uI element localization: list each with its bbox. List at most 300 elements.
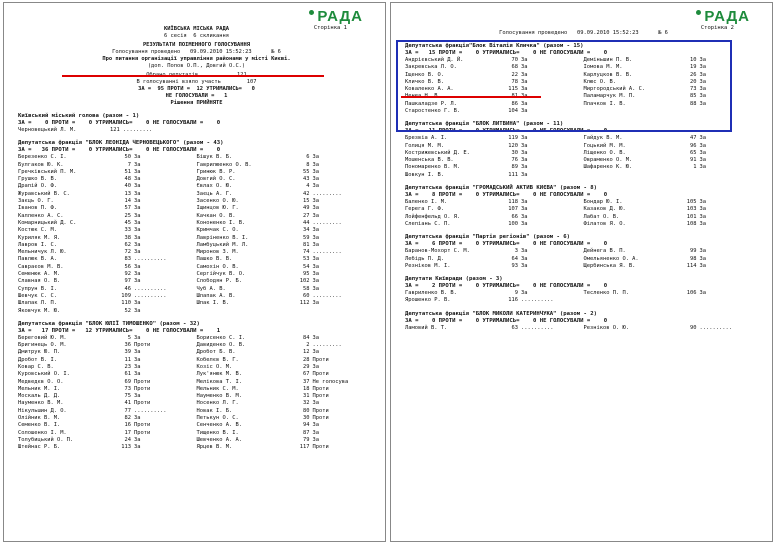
vote-table	[405, 248, 762, 270]
deputy-number: 85	[690, 93, 697, 100]
vote-row	[18, 278, 197, 285]
deputy-number: 20	[690, 78, 697, 85]
group-totals: ЗА = 17 ПРОТИ = 12 УТРИМАЛИСЬ= 0 НЕ ГОЛОСУВАЛИ = 1	[18, 327, 221, 334]
deputy-name: Борисенко С. І.	[196, 334, 246, 341]
vote-result: За	[521, 206, 528, 213]
group-title: Депутатська фракція "БЛОК МИКОЛИ КАТЕРИНЧУКА" (разом - 2)	[405, 310, 597, 317]
vote-decision: Рішення ПРИЙНЯТЕ	[170, 100, 223, 107]
deputy-name: Ярцев В. М.	[196, 444, 233, 451]
deputy-number: 30	[303, 415, 310, 422]
vote-result: За	[312, 212, 319, 219]
deputy-name: Паламарчук М. П.	[583, 93, 636, 100]
vote-result: За	[134, 154, 141, 161]
deputy-number: 37	[303, 378, 310, 385]
deputy-name: Дмитрук Ю. П.	[18, 349, 61, 356]
vote-result: За	[134, 300, 141, 307]
deputy-number: 29	[303, 363, 310, 370]
deputy-number: 50	[124, 154, 131, 161]
deputy-name: Комарницький Д. С.	[18, 219, 77, 226]
vote-row	[405, 263, 584, 270]
vote-row	[405, 157, 584, 164]
deputy-name: Семенко В. І.	[18, 422, 61, 429]
deputy-number: 44	[303, 219, 310, 226]
deputy-name: Сергійчук В. О.	[196, 271, 246, 278]
vote-result: За	[312, 168, 319, 175]
deputy-name: Калленко А. С.	[18, 212, 64, 219]
deputy-number: 67	[303, 371, 310, 378]
deputy-name: Чуб А. В.	[196, 285, 226, 292]
vote-result: За	[312, 227, 319, 234]
vote-table	[405, 199, 762, 228]
deputy-name: Грушко В. В.	[18, 176, 57, 183]
deputy-name: Тесленко П. П.	[583, 290, 629, 297]
vote-result: За	[521, 107, 528, 114]
deputy-name: Куриляк М. Я.	[18, 234, 61, 241]
deputy-name: Костюк С. М.	[18, 227, 57, 234]
deputy-number: 98	[690, 255, 697, 262]
vote-totals: ЗА = 95 ПРОТИ = 12 УТРИМАЛИСЬ= 0	[138, 86, 255, 93]
vote-row	[18, 235, 197, 242]
deputy-number: 23	[124, 363, 131, 370]
vote-result: За	[699, 71, 706, 78]
deputy-name: Засенко О. Ю.	[196, 198, 239, 205]
deputy-name: Семенюк А. М.	[18, 271, 61, 278]
vote-row	[584, 199, 763, 206]
deputy-number: 100	[508, 220, 518, 227]
deputy-number: 69	[124, 378, 131, 385]
vote-row	[18, 176, 197, 183]
group-title: Депутатська фракція "Партія регіонів" (разом - 6)	[405, 234, 571, 241]
vote-result: Проти	[312, 407, 329, 414]
vote-result: За	[134, 263, 141, 270]
deputy-name: Давиденко О. В.	[196, 342, 246, 349]
deputy-number: 7	[127, 161, 131, 168]
deputy-number: 47	[690, 135, 697, 142]
vote-result: За	[699, 262, 706, 269]
vote-result: .........	[312, 219, 342, 226]
vote-result: За	[521, 71, 528, 78]
deputy-name: Дробот Б. В.	[196, 349, 236, 356]
deputy-number: 55	[303, 168, 310, 175]
vote-result: За	[134, 161, 141, 168]
vote-result: За	[312, 285, 319, 292]
deputy-number: 14	[124, 198, 131, 205]
vote-row	[197, 176, 376, 183]
vote-row	[18, 293, 197, 300]
deputy-name: Кобелєв В. Г.	[196, 356, 239, 363]
deputy-number: 15	[303, 198, 310, 205]
vote-result: .........	[312, 292, 342, 299]
vote-result: .........	[312, 190, 342, 197]
deputy-number: 8	[306, 161, 310, 168]
deputy-name: Заєць А. Г.	[196, 190, 233, 197]
deputy-number: 118	[508, 199, 518, 206]
vote-row	[197, 293, 376, 300]
vote-row	[197, 400, 376, 407]
deputy-name: Миронов З. М.	[196, 249, 239, 256]
vote-row	[18, 213, 197, 220]
vote-result: За	[699, 164, 706, 171]
deputy-name: Науменко В. М.	[196, 393, 242, 400]
vote-row	[18, 415, 197, 422]
vote-row	[405, 297, 584, 304]
group-title: Депутатська фракція "БЛОК ЛЕОНІДА ЧЕРНОВЕЦЬКОГО" (разом - 43)	[18, 140, 224, 147]
deputy-number: 10	[690, 56, 697, 63]
vote-result: За	[134, 190, 141, 197]
group-totals: ЗА = 2 ПРОТИ = 0 УТРИМАЛИСЬ= 0 НЕ ГОЛОСУВАЛИ = 0	[405, 283, 608, 290]
deputy-name: Бішук В. Б.	[196, 154, 233, 161]
vote-row	[197, 386, 376, 393]
vote-row	[584, 263, 763, 270]
vote-result: ..........	[699, 324, 732, 331]
vote-row	[405, 143, 584, 150]
deputy-name: Березенко С. І.	[18, 154, 67, 161]
vote-row	[584, 290, 763, 297]
vote-row	[197, 286, 376, 293]
deputy-number: 73	[690, 86, 697, 93]
deputy-number: 59	[303, 234, 310, 241]
deputy-name: Дейнега В. П.	[583, 248, 626, 255]
vote-time: Голосування проведено 09.09.2010 15:52:23 № 6	[499, 30, 668, 36]
vote-row	[18, 364, 197, 371]
vote-result: Проти	[312, 444, 329, 451]
deputy-number: 48	[124, 176, 131, 183]
deputy-number: 99	[690, 248, 697, 255]
vote-row	[18, 127, 197, 134]
deputy-name: Іомова М. М.	[583, 64, 623, 71]
deputy-name: Баранов-Мохорт С. М.	[405, 248, 470, 255]
deputy-number: 18	[303, 385, 310, 392]
vote-row	[18, 227, 197, 234]
vote-result: ..........	[134, 407, 167, 414]
deputy-number: 109	[121, 292, 131, 299]
deputy-name: Савраєов М. В.	[18, 263, 64, 270]
deputy-name: Омельяненко О. А.	[583, 255, 639, 262]
vote-row	[18, 169, 197, 176]
deputy-number: 17	[124, 429, 131, 436]
group-title: Депутатська фракція "БЛОК ЮЛІЇ ТИМОШЕНКО" (разом - 32)	[18, 320, 200, 327]
vote-result: Проти	[134, 400, 151, 407]
vote-result: За	[521, 86, 528, 93]
vote-row	[18, 386, 197, 393]
vote-row	[197, 349, 376, 356]
deputy-name: Бондар Ю. І.	[583, 199, 623, 206]
vote-row	[197, 220, 376, 227]
vote-row	[197, 191, 376, 198]
group-totals: ЗА = 36 ПРОТИ = 0 УТРИМАЛИСЬ= 0 НЕ ГОЛОСУВАЛИ = 0	[18, 147, 221, 154]
deputy-name: Славная О. В.	[18, 278, 61, 285]
vote-row	[405, 221, 584, 228]
rada-logo: РАДА	[696, 8, 750, 25]
vote-row	[405, 256, 584, 263]
deputy-name: Козіс О. М.	[196, 363, 233, 370]
topic-underline	[62, 75, 324, 77]
deputy-number: 58	[303, 285, 310, 292]
page-1	[3, 2, 386, 542]
deputy-name: Петькун О. С.	[196, 415, 239, 422]
deputy-number: 115	[508, 86, 518, 93]
deputy-name: Куровський О. І.	[18, 371, 70, 378]
group-totals: ЗА = 6 ПРОТИ = 0 УТРИМАЛИСЬ= 0 НЕ ГОЛОСУВАЛИ = 0	[405, 241, 608, 248]
deputy-name: Гринюк В. Р.	[196, 168, 236, 175]
deputy-name: Павлюк В. А.	[18, 256, 57, 263]
vote-result: За	[521, 78, 528, 85]
vote-result: За	[521, 142, 528, 149]
vote-result: За	[312, 161, 319, 168]
vote-row	[18, 349, 197, 356]
deputy-name: Резніков М. І.	[405, 262, 451, 269]
vote-result: За	[521, 255, 528, 262]
deputy-name: Клюс О. В.	[583, 78, 616, 85]
deputy-name: Герега Г. Ф.	[405, 206, 444, 213]
deputy-name: Бригинець О. М.	[18, 342, 67, 349]
vote-result: За	[521, 64, 528, 71]
deputy-number: 101	[686, 213, 697, 220]
deputy-number: 88	[690, 100, 697, 107]
vote-result: ..........	[134, 285, 167, 292]
deputy-number: 49	[303, 205, 310, 212]
deputy-number: 81	[303, 241, 310, 248]
vote-row	[18, 191, 197, 198]
vote-result: Проти	[312, 385, 329, 392]
deputy-name: Супрун В. І.	[18, 285, 57, 292]
deputy-name: Лук'янюк М. В.	[196, 371, 242, 378]
vote-row	[18, 264, 197, 271]
vote-result: За	[699, 56, 706, 63]
vote-result: За	[312, 241, 319, 248]
deputy-name: Довгий О. С.	[196, 176, 236, 183]
deputy-number: 75	[124, 393, 131, 400]
deputy-name: Щербинська Я. В.	[583, 262, 636, 269]
vote-result: За	[134, 198, 141, 205]
page-number: Сторінка 1	[313, 25, 347, 31]
vote-result: За	[134, 307, 141, 314]
vote-result: За	[312, 183, 319, 190]
deputy-name: Штейнас Р. Б.	[18, 444, 61, 451]
deputy-number: 57	[124, 205, 131, 212]
deputy-number: 63	[511, 324, 518, 331]
vote-table	[18, 127, 375, 134]
vote-result: За	[134, 415, 141, 422]
deputy-name: Науменко В. М.	[18, 400, 64, 407]
deputy-number: 106	[686, 290, 697, 297]
rada-logo: РАДА	[309, 8, 363, 25]
deputy-number: 96	[690, 142, 697, 149]
vote-result: За	[521, 290, 528, 297]
deputy-number: 65	[690, 149, 697, 156]
deputy-name: Медведєв О. О.	[18, 378, 64, 385]
deputy-name: Закревська Л. О.	[405, 64, 457, 71]
deputy-number: 5	[127, 334, 131, 341]
vote-row	[405, 325, 584, 332]
deputy-number: 38	[124, 234, 131, 241]
vote-row	[18, 183, 197, 190]
vote-row	[197, 162, 376, 169]
deputy-number: 87	[303, 429, 310, 436]
deputy-number: 6	[306, 154, 310, 161]
deputy-number: 73	[124, 385, 131, 392]
group-title: Депутатська фракція "ГРОМАДСЬКИЙ АКТИВ КИЄВА" (разом - 8)	[405, 185, 597, 192]
deputy-name: Кличко В. В.	[405, 78, 444, 85]
deputy-name: Лавріненко В. І.	[196, 234, 249, 241]
deputy-number: 91	[690, 157, 697, 164]
deputy-number: 9	[514, 290, 518, 297]
deputy-name: Мельник М. І.	[18, 385, 61, 392]
deputy-number: 34	[303, 227, 310, 234]
vote-row	[197, 437, 376, 444]
vote-result: За	[699, 149, 706, 156]
vote-result: ..........	[134, 292, 167, 299]
deputy-number: 110	[121, 300, 131, 307]
vote-result: За	[521, 164, 528, 171]
vote-row	[18, 400, 197, 407]
vote-row	[18, 162, 197, 169]
vote-row	[18, 408, 197, 415]
vote-row	[18, 379, 197, 386]
highlight-box	[396, 40, 732, 132]
vote-result: За	[134, 183, 141, 190]
deputy-number: 11	[124, 356, 131, 363]
vote-row	[18, 393, 197, 400]
deputy-number: 72	[124, 249, 131, 256]
deputy-name: Кострижевський Д. Е.	[405, 149, 470, 156]
deputy-name: Носенко Л. Г.	[196, 400, 239, 407]
vote-result: За	[134, 249, 141, 256]
vote-result: За	[699, 206, 706, 213]
deputy-name: Кримчак С. О.	[196, 227, 239, 234]
vote-result: За	[521, 100, 528, 107]
deputy-name: Кононенко І. В.	[196, 219, 246, 226]
vote-result: За	[699, 290, 706, 297]
vote-row	[197, 169, 376, 176]
vote-result: За	[312, 400, 319, 407]
deputy-number: 45	[124, 219, 131, 226]
vote-proposer: (доп. Попов О.П., Довгий О.С.)	[147, 62, 246, 69]
vote-row	[405, 248, 584, 255]
vote-row	[405, 290, 584, 297]
not-voted-total: НЕ ГОЛОСУВАЛИ = 1	[165, 93, 228, 100]
vote-row	[197, 227, 376, 234]
vote-row	[197, 300, 376, 307]
deputy-name: Голиця М. М.	[405, 142, 444, 149]
vote-row	[584, 150, 763, 157]
deputy-name: Резніков О. Ю.	[583, 324, 629, 331]
deputy-name: Мелікова Т. І.	[196, 378, 242, 385]
vote-row	[197, 357, 376, 364]
vote-result: За	[134, 356, 141, 363]
deputy-name: Андрієвський Д. Й.	[405, 56, 464, 63]
deputy-name: Лебідь П. Д.	[405, 255, 444, 262]
deputy-number: 56	[124, 263, 131, 270]
deputy-number: 107	[508, 206, 518, 213]
deputy-name: Гайдук В. М.	[583, 135, 623, 142]
deputy-name: Іщенко В. О.	[405, 71, 444, 78]
deputy-name: Сенченко А. В.	[196, 422, 242, 429]
deputy-number: 84	[303, 334, 310, 341]
vote-row	[18, 242, 197, 249]
deputy-name: Шафаренко К. Ю.	[583, 164, 633, 171]
vote-result: За	[134, 278, 141, 285]
vote-result: За	[134, 176, 141, 183]
deputy-number: 40	[124, 183, 131, 190]
vote-row	[197, 408, 376, 415]
deputy-number: 90	[690, 324, 697, 331]
deputy-name: Мошенська В. В.	[405, 157, 454, 164]
vote-result: За	[699, 64, 706, 71]
deputy-name: Овраменко О. М.	[583, 157, 633, 164]
deputy-number: 66	[511, 213, 518, 220]
vote-result: За	[312, 436, 319, 443]
vote-result: За	[134, 205, 141, 212]
vote-row	[584, 325, 763, 332]
vote-result: За	[312, 278, 319, 285]
deputy-name: Драпій О. Ф.	[18, 183, 57, 190]
vote-result: За	[312, 271, 319, 278]
vote-row	[18, 357, 197, 364]
deputy-number: 120	[508, 142, 518, 149]
vote-row	[197, 205, 376, 212]
deputy-name: Береговий Ю. М.	[18, 334, 67, 341]
name-underline	[401, 96, 541, 98]
deputy-name: Євлах О. Ю.	[196, 183, 233, 190]
deputy-number: 39	[124, 349, 131, 356]
vote-row	[197, 430, 376, 437]
vote-row	[18, 430, 197, 437]
vote-row	[197, 415, 376, 422]
vote-result: За	[134, 168, 141, 175]
group-totals: ЗА = 11 ПРОТИ = 0 УТРИМАЛИСЬ= 0 НЕ ГОЛОСУВАЛИ = 0	[405, 128, 608, 135]
council-name: КИЇВСЬКА МІСЬКА РАДА	[164, 26, 229, 32]
deputy-number: 24	[124, 436, 131, 443]
group-totals: ЗА = 0 ПРОТИ = 0 УТРИМАЛИСЬ= 0 НЕ ГОЛОСУВАЛИ = 0	[405, 317, 608, 324]
vote-result: За	[699, 78, 706, 85]
vote-result: За	[521, 149, 528, 156]
deputy-name: Пашко В. В.	[196, 256, 233, 263]
vote-row	[197, 335, 376, 342]
vote-result	[134, 127, 197, 134]
vote-row	[18, 286, 197, 293]
deputy-number: 80	[303, 407, 310, 414]
deputy-number: 31	[303, 393, 310, 400]
deputy-name: Іванов П. Ф.	[18, 205, 57, 212]
deputy-name: Мельник С. М.	[196, 385, 239, 392]
deputy-name: Булгаков Ю. К.	[18, 161, 64, 168]
vote-table	[18, 154, 375, 315]
deputy-number: 60	[303, 292, 310, 299]
vote-row	[405, 199, 584, 206]
deputy-name: Шевченко А. А.	[196, 436, 242, 443]
vote-result: Проти	[134, 385, 151, 392]
vote-result: За	[312, 429, 319, 436]
deputy-name: Новак І. Б.	[196, 407, 233, 414]
vote-result: За	[699, 157, 706, 164]
vote-row	[197, 371, 376, 378]
vote-row	[584, 256, 763, 263]
deputy-name: Ярошенко Р. В.	[405, 297, 451, 304]
deputy-number: 22	[511, 71, 518, 78]
deputy-name: Шовкун І. В.	[405, 171, 444, 178]
vote-row	[18, 256, 197, 263]
vote-result: За	[699, 100, 706, 107]
vote-row	[197, 198, 376, 205]
group-title: Київський міський голова (разом - 1)	[18, 112, 140, 119]
vote-row	[584, 164, 763, 171]
group-totals: ЗА = 0 ПРОТИ = 0 УТРИМАЛИСЬ= 0 НЕ ГОЛОСУВАЛИ = 0	[18, 119, 221, 126]
deputy-name: Гаврилюенко О. В.	[196, 161, 252, 168]
deputy-name: Лавров І. С.	[18, 241, 57, 248]
deputy-number: 111	[508, 171, 518, 178]
deputy-name: Солошенко І. М.	[18, 429, 67, 436]
